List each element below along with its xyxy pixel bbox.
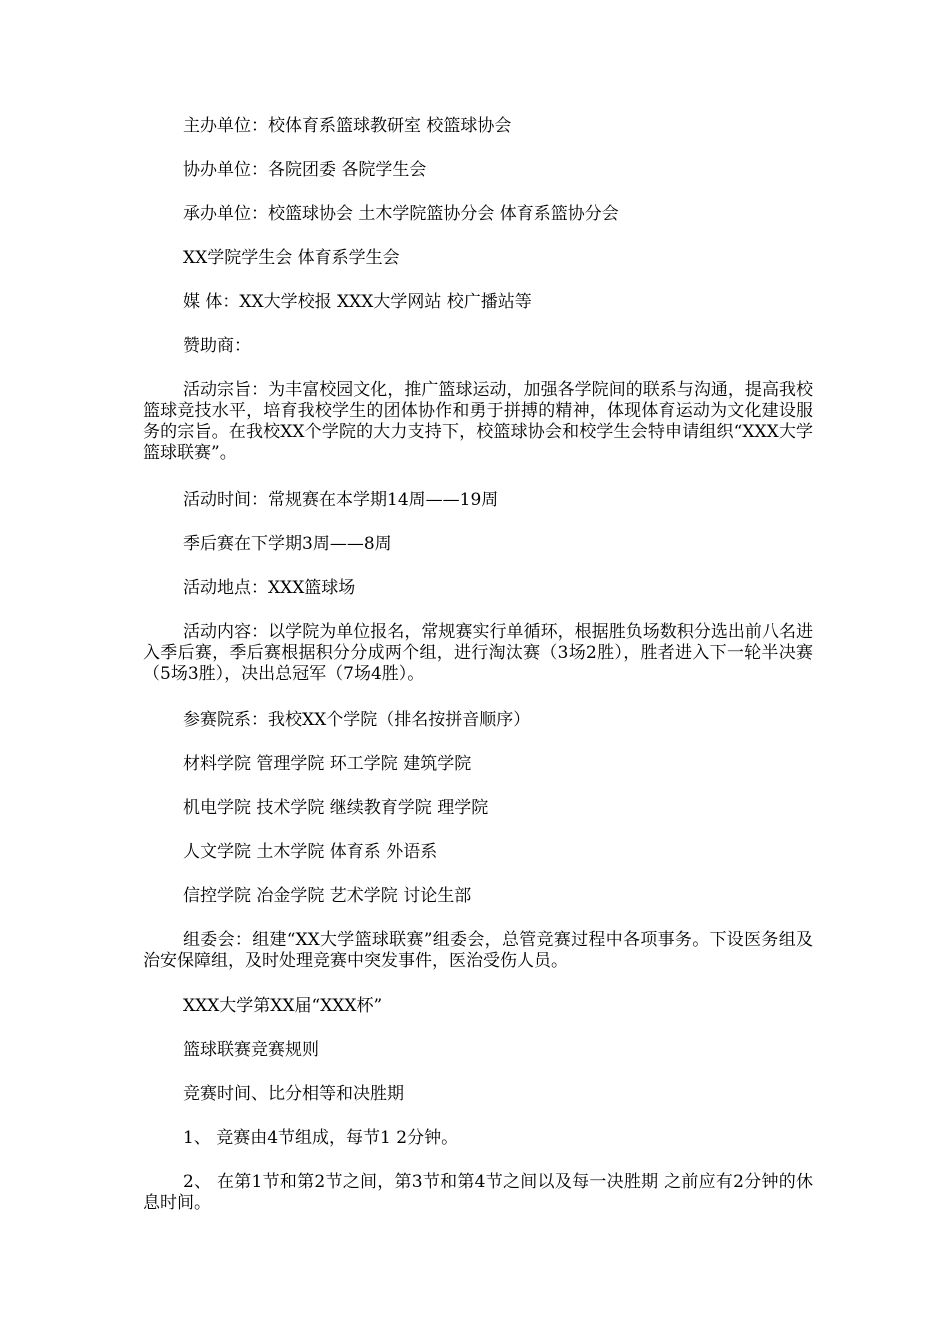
rule-item-1: 1、 竞赛由4节组成，每节1 2分钟。 xyxy=(183,1128,459,1148)
colleges-row-4: 信控学院 冶金学院 艺术学院 讨论生部 xyxy=(183,886,472,906)
playoff-time-line: 季后赛在下学期3周——8周 xyxy=(183,534,392,554)
rules-section-heading: 竞赛时间、比分相等和决胜期 xyxy=(183,1084,404,1104)
time-line: 活动时间：常规赛在本学期14周——19周 xyxy=(183,490,499,510)
committee-paragraph: 组委会：组建“XX大学篮球联赛”组委会，总管竞赛过程中各项事务。下设医务组及治安保障组，及时处理竞赛中突发事件，医治受伤人员。 xyxy=(143,930,813,971)
co-organizer-line: 协办单位：各院团委 各院学生会 xyxy=(183,160,427,180)
participants-line: 参赛院系：我校XX个学院（排名按拼音顺序） xyxy=(183,710,531,730)
rule-item-2: 2、 在第1节和第2节之间，第3节和第4节之间以及每一决胜期 之前应有2分钟的休息时间。 xyxy=(143,1172,813,1213)
location-line: 活动地点：XXX篮球场 xyxy=(183,578,356,598)
content-paragraph: 活动内容：以学院为单位报名，常规赛实行单循环，根据胜负场数积分选出前八名进入季后赛，季后赛根据积分分成两个组，进行淘汰赛（3场2胜），胜者进入下一轮半决赛（5场3胜），决出总冠军（7场4胜）。 xyxy=(143,622,813,684)
host-line-continued: XX学院学生会 体育系学生会 xyxy=(183,248,400,268)
colleges-row-2: 机电学院 技术学院 继续教育学院 理学院 xyxy=(183,798,489,818)
host-line: 承办单位：校篮球协会 土木学院篮协分会 体育系篮协分会 xyxy=(183,204,619,224)
sponsor-line: 赞助商： xyxy=(183,336,251,356)
organizer-line: 主办单位：校体育系篮球教研室 校篮球协会 xyxy=(183,116,512,136)
rules-title-line: 篮球联赛竞赛规则 xyxy=(183,1040,319,1060)
purpose-paragraph: 活动宗旨：为丰富校园文化，推广篮球运动，加强各学院间的联系与沟通，提高我校篮球竞技水平，培育我校学生的团体协作和勇于拼搏的精神，体现体育运动为文化建设服务的宗旨。在我校XX个学院的大力支持下，校篮球协会和校学生会特申请组织“XXX大学篮球联赛”。 xyxy=(143,380,813,463)
colleges-row-1: 材料学院 管理学院 环工学院 建筑学院 xyxy=(183,754,472,774)
media-line: 媒 体：XX大学校报 XXX大学网站 校广播站等 xyxy=(183,292,532,312)
colleges-row-3: 人文学院 土木学院 体育系 外语系 xyxy=(183,842,438,862)
cup-title-line: XXX大学第XX届“XXX杯” xyxy=(183,996,383,1016)
